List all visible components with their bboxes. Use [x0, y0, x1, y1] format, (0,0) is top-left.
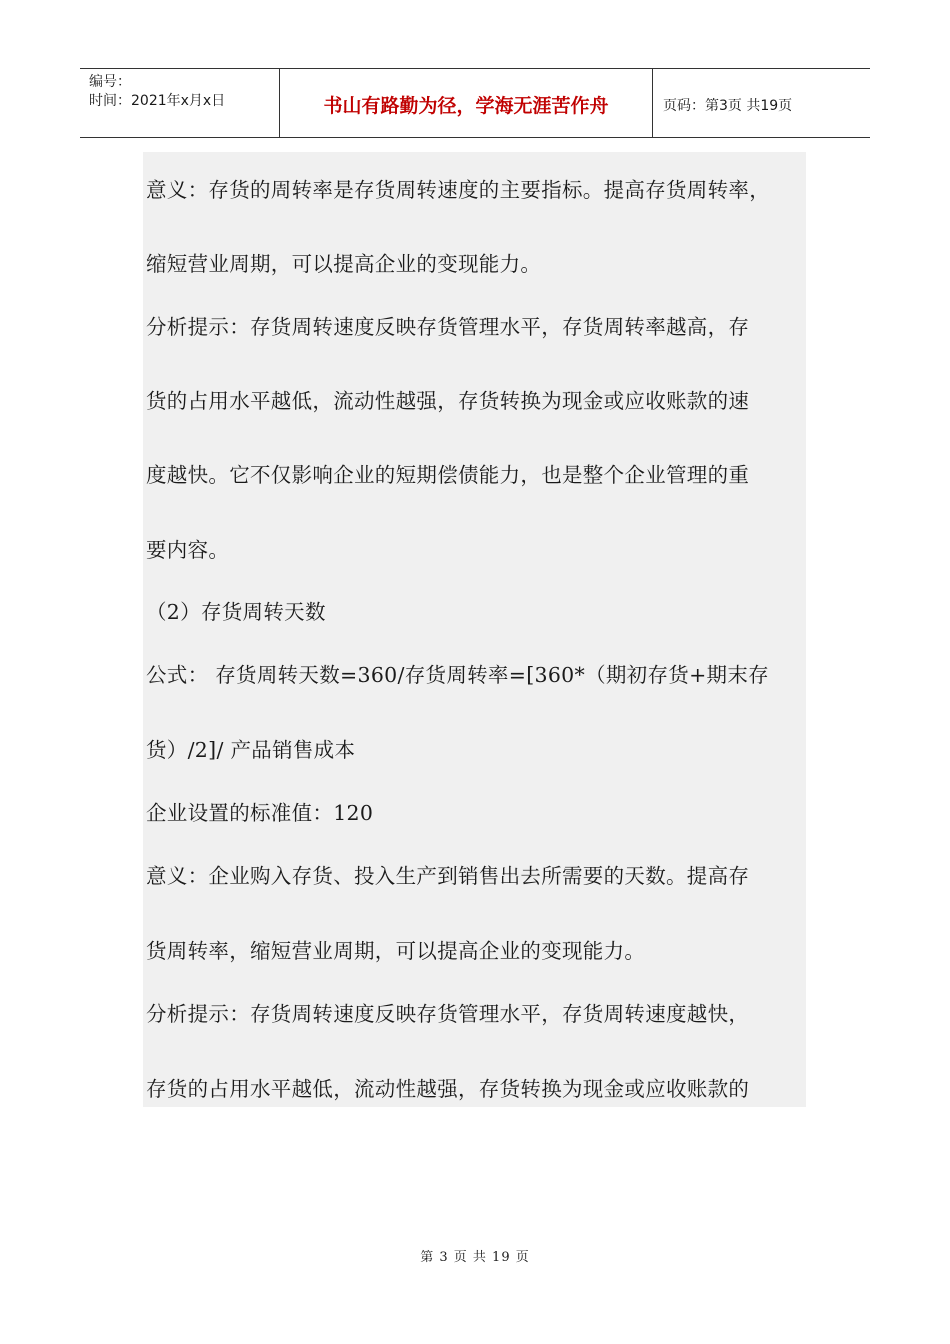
body-line: 意义：存货的周转率是存货周转速度的主要指标。提高存货周转率，	[146, 178, 770, 202]
document-header	[80, 68, 870, 138]
body-line: 意义：企业购入存货、投入生产到销售出去所需要的天数。提高存	[146, 864, 750, 888]
body-line: 货周转率，缩短营业周期，可以提高企业的变现能力。	[146, 939, 646, 963]
body-line: 度越快。它不仅影响企业的短期偿债能力，也是整个企业管理的重	[146, 463, 750, 487]
body-line: 分析提示：存货周转速度反映存货管理水平，存货周转速度越快，	[146, 1002, 750, 1026]
body-line: 货的占用水平越低，流动性越强，存货转换为现金或应收账款的速	[146, 389, 750, 413]
body-line: 分析提示：存货周转速度反映存货管理水平，存货周转率越高，存	[146, 315, 750, 339]
number-label: 编号：	[89, 74, 131, 90]
document-body	[143, 152, 806, 1107]
body-line: 存货的占用水平越低，流动性越强，存货转换为现金或应收账款的	[146, 1077, 750, 1101]
section-heading: （2）存货周转天数	[146, 600, 326, 624]
page-footer: 第 3 页 共 19 页	[420, 1250, 530, 1265]
header-meta-cell	[80, 69, 280, 137]
header-page-info: 页码：第3页 共19页	[663, 98, 793, 114]
body-line: 要内容。	[146, 538, 230, 562]
header-motto: 书山有路勤为径，学海无涯苦作舟	[280, 69, 653, 137]
formula-line: 货）/2]/ 产品销售成本	[146, 738, 356, 762]
formula-line: 公式： 存货周转天数=360/存货周转率=[360*（期初存货+期末存	[146, 663, 769, 687]
date-label: 时间：2021年x月x日	[89, 93, 226, 109]
body-line: 缩短营业周期，可以提高企业的变现能力。	[146, 252, 542, 276]
body-line: 企业设置的标准值：120	[146, 801, 374, 825]
